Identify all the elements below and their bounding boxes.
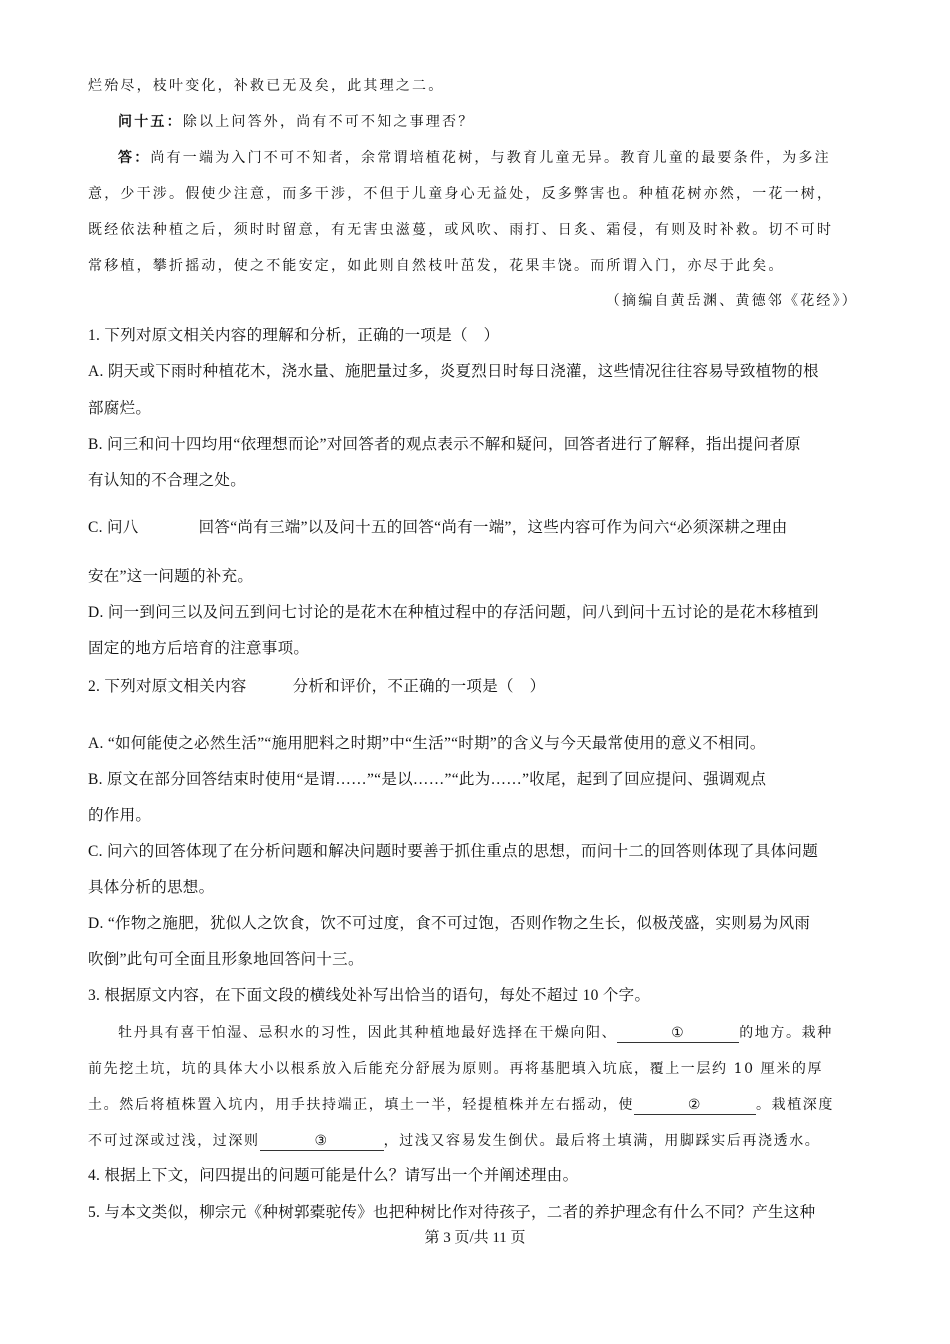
option-text: 安在”这一问题的补充。 bbox=[88, 568, 254, 585]
fill-blank-1[interactable] bbox=[617, 1024, 739, 1043]
q1-option-a bbox=[88, 362, 863, 382]
option-text: D. 问一到问三以及问五到问七讨论的是花木在种植过程中的存活问题，问八到问十五讨论的是花木移植到 bbox=[88, 604, 819, 621]
q1-option-c bbox=[88, 518, 863, 538]
question-15-label: 问十五： bbox=[118, 114, 183, 130]
question-stem-text: 3. 根据原文内容，在下面文段的横线处补写出恰当的语句，每处不超过 10 个字。 bbox=[88, 987, 651, 1004]
q2-option-a bbox=[88, 734, 863, 754]
q1-option-c-cont bbox=[88, 567, 863, 587]
answer-15-line bbox=[88, 256, 863, 276]
source-text: （摘编自黄岳渊、黄德邻《花经》） bbox=[605, 293, 858, 309]
option-text: C. 问六的回答体现了在分析问题和解决问题时要善于抓住重点的思想，而问十二的回答则体现了具体问题 bbox=[88, 843, 818, 860]
question-stem-text: 4. 根据上下文，问四提出的问题可能是什么？请写出一个并阐述理由。 bbox=[88, 1167, 579, 1184]
option-text: 吹倒”此句可全面且形象地回答问十三。 bbox=[88, 951, 364, 968]
q2-option-b bbox=[88, 770, 863, 790]
answer-15-text: 尚有一端为入门不可不知者，余常谓培植花树，与教育儿童无异。教育儿童的最要条件，为多注 bbox=[150, 150, 831, 166]
blank-marker: ① bbox=[671, 1025, 686, 1041]
question-3-stem bbox=[88, 986, 863, 1006]
paragraph-text: 土。然后将植株置入坑内，用手扶持端正，填土一半，轻提植株并左右摇动，使 bbox=[88, 1097, 634, 1113]
fill-blank-2[interactable] bbox=[634, 1096, 756, 1115]
q2-option-d bbox=[88, 914, 863, 934]
question-stem-text: 1. 下列对原文相关内容的理解和分析，正确的一项是（ ） bbox=[88, 327, 500, 344]
question-stem-text: 分析和评价，不正确的一项是（ ） bbox=[292, 678, 546, 695]
q3-paragraph-line bbox=[88, 1095, 863, 1115]
option-text: 部腐烂。 bbox=[88, 400, 152, 417]
q1-option-a-cont bbox=[88, 399, 863, 419]
paragraph-text: 。栽植深度 bbox=[756, 1097, 834, 1113]
question-4-stem bbox=[88, 1166, 863, 1186]
answer-15-line bbox=[88, 220, 863, 240]
question-stem-text: 5. 与本文类似，柳宗元《种树郭橐驼传》也把种树比作对待孩子，二者的养护理念有什么不同？产生这种 bbox=[88, 1204, 816, 1221]
question-5-stem bbox=[88, 1203, 863, 1223]
question-15 bbox=[118, 112, 893, 132]
option-text: 的作用。 bbox=[88, 807, 152, 824]
q3-paragraph-line bbox=[118, 1023, 893, 1043]
question-2-stem bbox=[88, 677, 863, 697]
q3-paragraph-line bbox=[88, 1131, 863, 1151]
q1-option-d-cont bbox=[88, 639, 863, 659]
passage-text: 烂殆尽，枝叶变化，补救已无及矣，此其理之二。 bbox=[88, 78, 445, 94]
paragraph-text: ，过浅又容易发生倒伏。最后将土填满，用脚踩实后再浇透水。 bbox=[383, 1133, 821, 1149]
question-1-stem bbox=[88, 326, 863, 346]
option-text: A. 阴天或下雨时种植花木，浇水量、施肥量过多，炎夏烈日时每日浇灌，这些情况往往容易导致植物的根 bbox=[88, 363, 819, 380]
option-text: 固定的地方后培育的注意事项。 bbox=[88, 640, 310, 657]
option-text: 有认知的不合理之处。 bbox=[88, 472, 247, 489]
q2-option-b-cont bbox=[88, 806, 863, 826]
q2-option-c bbox=[88, 842, 863, 862]
answer-15-text: 既经依法种植之后，须时时留意，有无害虫滋蔓，或风吹、雨打、日炙、霜侵，有则及时补救。切不可时 bbox=[88, 222, 834, 238]
option-text: B. 原文在部分回答结束时使用“是谓……”“是以……”“此为……”收尾，起到了回应提问、强调观点 bbox=[88, 771, 767, 788]
page-footer bbox=[0, 1226, 950, 1247]
q2-option-c-cont bbox=[88, 878, 863, 898]
answer-15 bbox=[118, 148, 893, 168]
q1-option-d bbox=[88, 603, 863, 623]
option-text: B. 问三和问十四均用“依理想而论”对回答者的观点表示不解和疑问，回答者进行了解释，指出提问者原 bbox=[88, 436, 801, 453]
option-text: 具体分析的思想。 bbox=[88, 879, 215, 896]
option-text: A. “如何能使之必然生活”“施用肥料之时期”中“生活”“时期”的含义与今天最常使用的意义不相同。 bbox=[88, 735, 766, 752]
q2-option-d-cont bbox=[88, 950, 863, 970]
option-text: D. “作物之施肥，犹似人之饮食，饮不可过度，食不可过饱，否则作物之生长，似极茂盛，实则易为风雨 bbox=[88, 915, 811, 932]
answer-15-label: 答： bbox=[118, 150, 151, 166]
paragraph-text: 的地方。栽种 bbox=[739, 1025, 833, 1041]
paragraph-text: 不可过深或过浅，过深则 bbox=[88, 1133, 260, 1149]
question-stem-text: 2. 下列对原文相关内容 bbox=[88, 678, 247, 695]
page-indicator: 第 3 页/共 11 页 bbox=[424, 1230, 526, 1246]
option-text: C. 问八 bbox=[88, 519, 139, 536]
passage-line bbox=[88, 76, 863, 96]
fill-blank-3[interactable] bbox=[260, 1132, 384, 1151]
question-15-text: 除以上问答外，尚有不可不知之事理否？ bbox=[182, 114, 475, 130]
option-text: 回答“尚有三端”以及问十五的回答“尚有一端”，这些内容可作为问六“必须深耕之理由 bbox=[198, 519, 788, 536]
answer-15-text: 意，少干涉。假使少注意，而多干涉，不但于儿童身心无益处，反多弊害也。种植花树亦然，一花一树， bbox=[88, 186, 834, 202]
q3-paragraph-line bbox=[88, 1059, 863, 1079]
answer-15-text: 常移植，攀折摇动，使之不能安定，如此则自然枝叶茁发，花果丰饶。而所谓入门，亦尽于此矣。 bbox=[88, 258, 785, 274]
paragraph-text: 前先挖土坑，坑的具体大小以根系放入后能充分舒展为原则。再将基肥填入坑底，覆上一层约 10 厘米的厚 bbox=[88, 1061, 824, 1077]
blank-marker: ③ bbox=[314, 1133, 329, 1149]
answer-15-line bbox=[88, 184, 863, 204]
paragraph-text: 牡丹具有喜干怕湿、忌积水的习性，因此其种植地最好选择在干燥向阳、 bbox=[118, 1025, 618, 1041]
q1-option-b bbox=[88, 435, 863, 455]
q1-option-b-cont bbox=[88, 471, 863, 491]
blank-marker: ② bbox=[687, 1097, 703, 1113]
source-citation bbox=[606, 291, 858, 311]
